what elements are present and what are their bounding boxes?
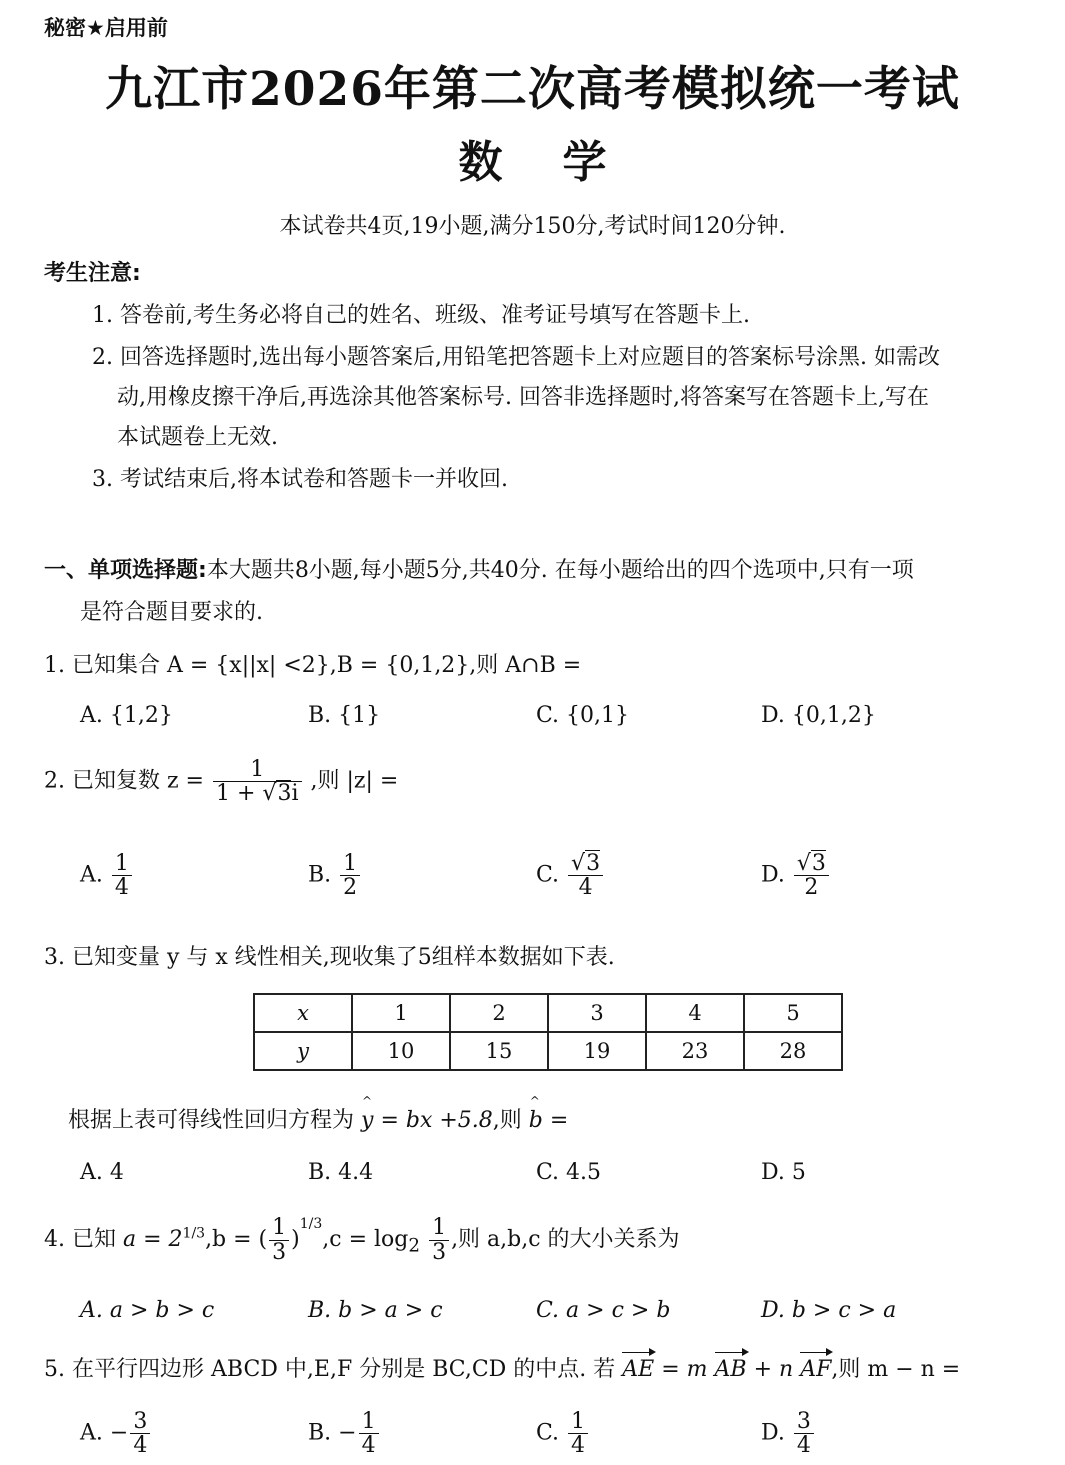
- q4-prefix: 4. 已知: [44, 1227, 116, 1252]
- q3-option-d: D. 5: [761, 1160, 806, 1185]
- option-label: C.: [536, 1420, 560, 1446]
- q5-prefix: 5. 在平行四边形 ABCD 中,E,F 分别是 BC,CD 的中点. 若: [44, 1357, 616, 1382]
- q4-b-exponent: 1/3: [299, 1216, 323, 1232]
- table-cell: 23: [646, 1032, 744, 1070]
- option-fraction: [359, 1410, 379, 1457]
- confidential-label: 秘密★启用前: [44, 16, 168, 40]
- notice-item: 3. 考试结束后,将本试卷和答题卡一并收回.: [92, 467, 508, 492]
- denominator: 2: [804, 875, 819, 901]
- q1-option-c: C. {0,1}: [536, 703, 630, 728]
- q4-b-fraction: [269, 1216, 289, 1263]
- q3-option-b: B. 4.4: [308, 1160, 374, 1185]
- q4-c: ,c = log: [322, 1227, 409, 1252]
- question-4-stem: 4. 已知 $a = 2^{1/3},b$ = ( $\frac{1}{3}$ )$^{1/3},c = \log_2$ $\frac{1}{3}$ ,则 a,b,c 的大小关系为: [44, 1215, 680, 1265]
- regression-equation: ^ y = bx +5.8: [361, 1108, 493, 1133]
- section-title: 一、单项选择题:: [44, 558, 207, 583]
- regression-line: [68, 1103, 568, 1134]
- numerator: 3: [794, 1410, 814, 1434]
- denominator: 2: [343, 875, 358, 901]
- q4-option-a: A. a > b > c: [80, 1298, 215, 1323]
- q5-option-b: [308, 1410, 381, 1457]
- table-cell: 3: [548, 994, 646, 1032]
- table-cell: 10: [352, 1032, 450, 1070]
- q2-numerator: 1: [213, 758, 302, 782]
- q2-den-post: i: [291, 781, 299, 807]
- q4-a-exponent: 1/3: [182, 1225, 206, 1242]
- table-row-y: [254, 1032, 842, 1070]
- denominator: 4: [133, 1433, 148, 1459]
- regression-b: ^ b =: [529, 1108, 569, 1133]
- table-cell: 5: [744, 994, 842, 1032]
- section-description: 本大题共8小题,每小题5分,共40分. 在每小题给出的四个选项中,只有一项: [206, 558, 914, 583]
- notice-item: 1. 答卷前,考生务必将自己的姓名、班级、准考证号填写在答题卡上.: [92, 303, 750, 328]
- numerator: 1: [340, 852, 360, 876]
- option-sign: −: [109, 1420, 129, 1446]
- subject-title: 数学: [458, 137, 667, 188]
- question-1-stem: 1. 已知集合 A = {x||x| <2},B = {0,1,2},则 A∩B =: [44, 653, 582, 678]
- numerator: 1: [112, 852, 132, 876]
- q5-option-d: [761, 1410, 816, 1457]
- q1-option-d: D. {0,1,2}: [761, 703, 876, 728]
- option-fraction: [794, 852, 829, 899]
- numerator: [568, 852, 603, 876]
- notice-heading: 考生注意:: [44, 261, 141, 286]
- sample-data-table: [253, 993, 843, 1071]
- q2-den-root: 3: [277, 781, 292, 807]
- q3-option-c: C. 4.5: [536, 1160, 602, 1185]
- numerator: 1: [269, 1216, 289, 1240]
- q4-suffix: ,则 a,b,c 的大小关系为: [451, 1227, 680, 1252]
- q2-denominator: 1 + √3i: [216, 781, 299, 807]
- regression-post: ,则: [492, 1108, 522, 1133]
- notice-item: 2. 回答选择题时,选出每小题答案后,用铅笔把答题卡上对应题目的答案标号涂黑. 如需改: [92, 345, 940, 370]
- table-cell: x: [254, 994, 352, 1032]
- q4-b: ,b = (: [205, 1227, 268, 1252]
- q2-option-b: [308, 852, 362, 899]
- q2-option-d: [761, 852, 831, 899]
- denominator: 4: [578, 875, 593, 901]
- option-label: B.: [308, 862, 332, 888]
- q5-suffix: ,则 m − n =: [831, 1357, 961, 1382]
- numerator: 1: [359, 1410, 379, 1434]
- q5-option-a: [80, 1410, 152, 1457]
- q2-option-a: [80, 852, 134, 899]
- exam-info: 本试卷共4页,19小题,满分150分,考试时间120分钟.: [279, 214, 786, 239]
- section-heading: [44, 553, 914, 584]
- option-label: C.: [536, 862, 560, 888]
- sqrt-sign: √: [796, 851, 811, 876]
- q4-a: a = 2: [122, 1227, 183, 1252]
- q4-option-b: B. b > a > c: [308, 1298, 443, 1323]
- option-label: D.: [761, 1420, 785, 1446]
- q1-option-b: B. {1}: [308, 703, 381, 728]
- table-cell: 19: [548, 1032, 646, 1070]
- regression-pre: 根据上表可得线性回归方程为: [68, 1108, 355, 1133]
- table-cell: 28: [744, 1032, 842, 1070]
- option-fraction: [112, 852, 132, 899]
- q4-option-c: C. a > c > b: [536, 1298, 671, 1323]
- option-fraction: [568, 852, 603, 899]
- sqrt-sign: √: [571, 851, 586, 876]
- notice-item: 本试题卷上无效.: [117, 425, 278, 450]
- notice-item: 动,用橡皮擦干净后,再选涂其他答案标号. 回答非选择题时,将答案写在答题卡上,写在: [117, 385, 929, 410]
- vector-af: AF: [800, 1357, 832, 1382]
- option-sign: −: [338, 1420, 357, 1446]
- numerator: 1: [568, 1410, 588, 1434]
- table-cell: y: [254, 1032, 352, 1070]
- q1-option-a: A. {1,2}: [80, 703, 173, 728]
- option-label: D.: [761, 862, 785, 888]
- q4-c-base: 2: [408, 1235, 421, 1257]
- radicand: 3: [811, 851, 826, 876]
- numerator: 1: [429, 1216, 449, 1240]
- table-cell: 2: [450, 994, 548, 1032]
- radicand: 3: [586, 851, 601, 876]
- q2-den-pre: 1 +: [216, 781, 256, 807]
- table-row-x: [254, 994, 842, 1032]
- denominator: 4: [114, 875, 129, 901]
- q5-mid2: + n: [753, 1357, 794, 1382]
- question-2-stem: [44, 758, 398, 805]
- q5-option-c: [536, 1410, 590, 1457]
- q2-suffix: ,则 |z| =: [310, 768, 399, 794]
- denominator: 4: [796, 1433, 811, 1459]
- question-3-stem: 3. 已知变量 y 与 x 线性相关,现收集了5组样本数据如下表.: [44, 945, 615, 970]
- q4-option-d: D. b > c > a: [761, 1298, 897, 1323]
- q5-mid1: = m: [661, 1357, 708, 1382]
- option-fraction: [568, 1410, 588, 1457]
- option-fraction: [130, 1410, 150, 1457]
- table-cell: 15: [450, 1032, 548, 1070]
- numerator: [794, 852, 829, 876]
- option-label: A.: [80, 1420, 103, 1446]
- q4-c-fraction: [429, 1216, 449, 1263]
- option-fraction: [340, 852, 360, 899]
- q2-option-c: [536, 852, 605, 899]
- denominator: 4: [571, 1433, 586, 1459]
- q2-prefix: 2. 已知复数 z =: [44, 768, 204, 794]
- option-fraction: [794, 1410, 814, 1457]
- option-label: B.: [308, 1420, 332, 1446]
- denominator: 3: [272, 1239, 287, 1265]
- numerator: 3: [130, 1410, 150, 1434]
- q2-fraction: [213, 758, 302, 805]
- table-cell: 4: [646, 994, 744, 1032]
- denominator: 3: [432, 1239, 447, 1265]
- vector-ab: AB: [714, 1357, 747, 1382]
- option-label: A.: [80, 862, 103, 888]
- question-5-stem: [44, 1352, 960, 1383]
- exam-title: 九江市2026年第二次高考模拟统一考试: [105, 62, 960, 117]
- table-cell: 1: [352, 994, 450, 1032]
- denominator: 4: [361, 1433, 376, 1459]
- vector-ae: AE: [622, 1357, 655, 1382]
- q3-option-a: A. 4: [80, 1160, 124, 1185]
- section-description-cont: 是符合题目要求的.: [80, 600, 263, 625]
